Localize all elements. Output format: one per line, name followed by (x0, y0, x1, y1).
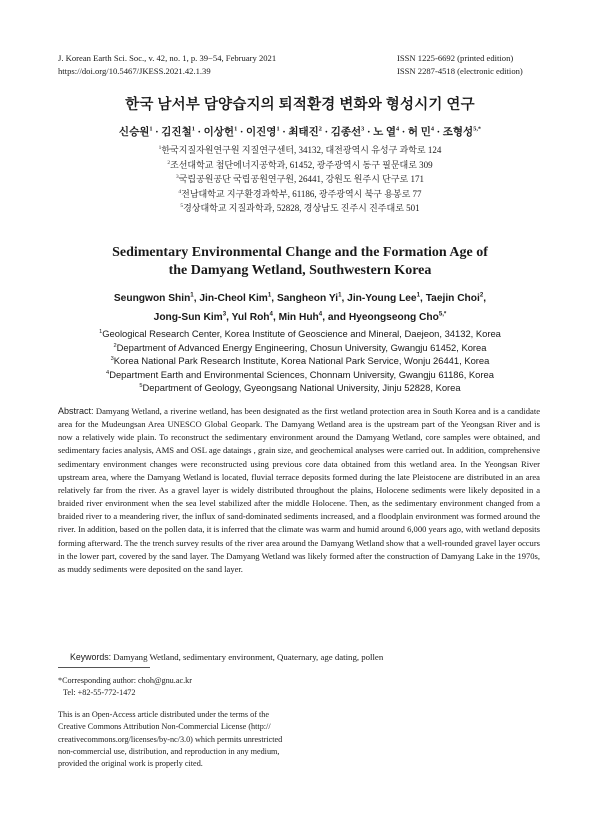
issn-electronic: ISSN 2287-4518 (electronic edition) (397, 65, 523, 76)
author-separator: · (321, 127, 331, 138)
abstract-label: Abstract: (58, 406, 94, 416)
author: 조형성$^{5,*}$ (442, 125, 482, 138)
author: Jin-Young Lee$^1$ (347, 291, 421, 304)
affiliation: $^3$Korea National Park Research Institute, Korea National Park Service, Wonju 26441, Korea (110, 355, 490, 367)
affiliation: $^5$Department of Geology, Gyeongsang National University, Jinju 52828, Korea (139, 382, 461, 394)
author: Min Huh$^4$ (278, 310, 323, 323)
author-separator: · (434, 127, 443, 138)
issn-header (397, 52, 523, 77)
author: Jin-Cheol Kim$^1$ (199, 291, 272, 304)
journal-header (58, 52, 276, 77)
author-separator: · (364, 127, 374, 138)
author: 신승원$^1$ (118, 125, 153, 138)
author: 이진영$^1$ (246, 125, 280, 138)
author: Seungwon Shin$^1$ (113, 291, 194, 304)
keywords-text: Damyang Wetland, sedimentary environment, Quaternary, age dating, pollen (111, 652, 384, 662)
footnote-divider (58, 667, 150, 668)
author: 허 민$^4$ (407, 125, 434, 138)
affiliation: $^4$전남대학교 지구환경과학부, 61186, 광주광역시 북구 용봉로 77 (178, 188, 422, 199)
english-title: Sedimentary Environmental Change and the Formation Age of the Damyang Wetland, Southwestern Korea (112, 245, 488, 278)
author: Hyeongseong Cho$^{5,*}$ (348, 310, 447, 323)
author: 최태진$^2$ (288, 125, 322, 138)
english-authors (40, 289, 560, 327)
author: 김진철$^1$ (161, 125, 195, 138)
english-affiliations (30, 327, 570, 395)
corresponding-author-email[interactable]: *Corresponding author: choh@gnu.ac.kr (58, 676, 192, 685)
affiliation: $^2$Department of Advanced Energy Engineering, Chosun University, Gwangju 61452, Korea (113, 341, 487, 353)
author-separator: · (279, 127, 289, 138)
corresponding-author-footnote (58, 675, 192, 699)
journal-citation: J. Korean Earth Sci. Soc., v. 42, no. 1, p. 39−54, February 2021 (58, 53, 277, 63)
author: 노 열$^4$ (373, 125, 400, 138)
author: 김종선$^3$ (330, 125, 365, 138)
author: Jong-Sun Kim$^3$ (153, 310, 227, 323)
license-notice: This is an Open-Access article distributed under the terms of the Creative Commons Attribution Non-Commercial License (http:// creativecommons.org/licenses/by-nc/3.0) which permits unrestricted non-commercial use, distribution, and reproduction in any medium, provided the original work is properly cited. (58, 710, 283, 769)
author-separator: · (399, 127, 408, 138)
affiliation: $^2$조선대학교 첨단에너지공학과, 61452, 광주광역시 동구 필문대로 309 (167, 159, 433, 170)
author: Yul Roh$^4$ (231, 310, 273, 323)
author: 이상헌$^1$ (203, 125, 238, 138)
doi-link[interactable]: https://doi.org/10.5467/JKESS.2021.42.1.39 (58, 65, 211, 76)
author: Sangheon Yi$^1$ (276, 291, 342, 304)
abstract-text: Damyang Wetland, a riverine wetland, has been designated as the first wetland protection area in South Korea and is a candidate area for the Mudeungsan Area UNESCO Global Geopark. The Damyang Wetland area is the upstream part of the Yeongsan River and is now a relatively wide plain. To reconstruct the sedimentary environment around the Damyang Wetland, core samples were obtained, and sedimentary facies analysis, AMS and OSL age dataings , grain size, and geochemical analyses were carried out. In addition, comprehensive sedimentary environment changes were reconstructed using previous core data obtained from this wetland area. In the Yeongsan River upstream area, where the Damyang Wetland is located, fluvial terrace deposits formed during the late Pleistocene are distributed in an area relatively far from the river. As a gravel layer is widely distributed throughout the plains, Holocene sediments were likely deposited in a braided river environment when the sea level stabilized after the middle Holocene. Then, as the sedimentary environment changed from a braided river to a meandering river, the influx of sand-dominated sediments increased, and a floodplain environment was formed around the river. In addition, based on the pollen data, it is inferred that the climate was warm and humid around 6,000 years ago, with wetland deposits forming afterward. The the trench survey results of the river area around the Damyang Wetland show that a well-rounded gravel layer occurs in the lower part, covered by the sand layer. The Damyang Wetland was likely formed after the construction of Damyang Lake in the 1970s, as muddy sediments were deposited on the sand layer. (58, 406, 541, 574)
english-authors-line-1: Seungwon Shin$^1$, Jin-Cheol Kim$^1$, Sangheon Yi$^1$, Jin-Young Lee$^1$, Taejin Choi$^2$, (113, 291, 487, 304)
korean-title: 한국 남서부 담양습지의 퇴적환경 변화와 형성시기 연구 (125, 97, 475, 113)
author-separator: · (152, 127, 162, 138)
keywords-label: Keywords: (70, 652, 112, 662)
affiliation: $^4$Department Earth and Environmental Sciences, Chonnam University, Gwangju 61186, Korea (106, 368, 494, 380)
korean-authors (0, 124, 600, 139)
affiliation: $^1$Geological Research Center, Korea Institute of Geoscience and Mineral, Daejeon, 34132, Korea (99, 328, 501, 339)
corresponding-author-tel: Tel: +82-55-772-1472 (63, 688, 136, 697)
english-authors-line-2: Jong-Sun Kim$^3$, Yul Roh$^4$, Min Huh$^4$, and Hyeongseong Cho$^{5,*}$ (153, 310, 447, 323)
author-separator: · (194, 127, 204, 138)
affiliation: $^1$한국지질자원연구원 지질연구센터, 34132, 대전광역시 유성구 과학로 124 (158, 145, 442, 155)
keywords (70, 652, 383, 662)
korean-affiliations (0, 143, 600, 216)
affiliation: $^5$경상대학교 지질과학과, 52828, 경상남도 진주시 진주대로 501 (180, 203, 420, 214)
issn-print: ISSN 1225-6692 (printed edition) (397, 53, 514, 63)
author: Taejin Choi$^2$ (425, 291, 484, 304)
abstract (58, 405, 540, 576)
affiliation: $^3$국립공원공단 국립공원연구원, 26441, 강원도 원주시 단구로 171 (176, 174, 424, 185)
author-separator: · (237, 127, 246, 138)
author-conjunction: and (327, 312, 349, 323)
